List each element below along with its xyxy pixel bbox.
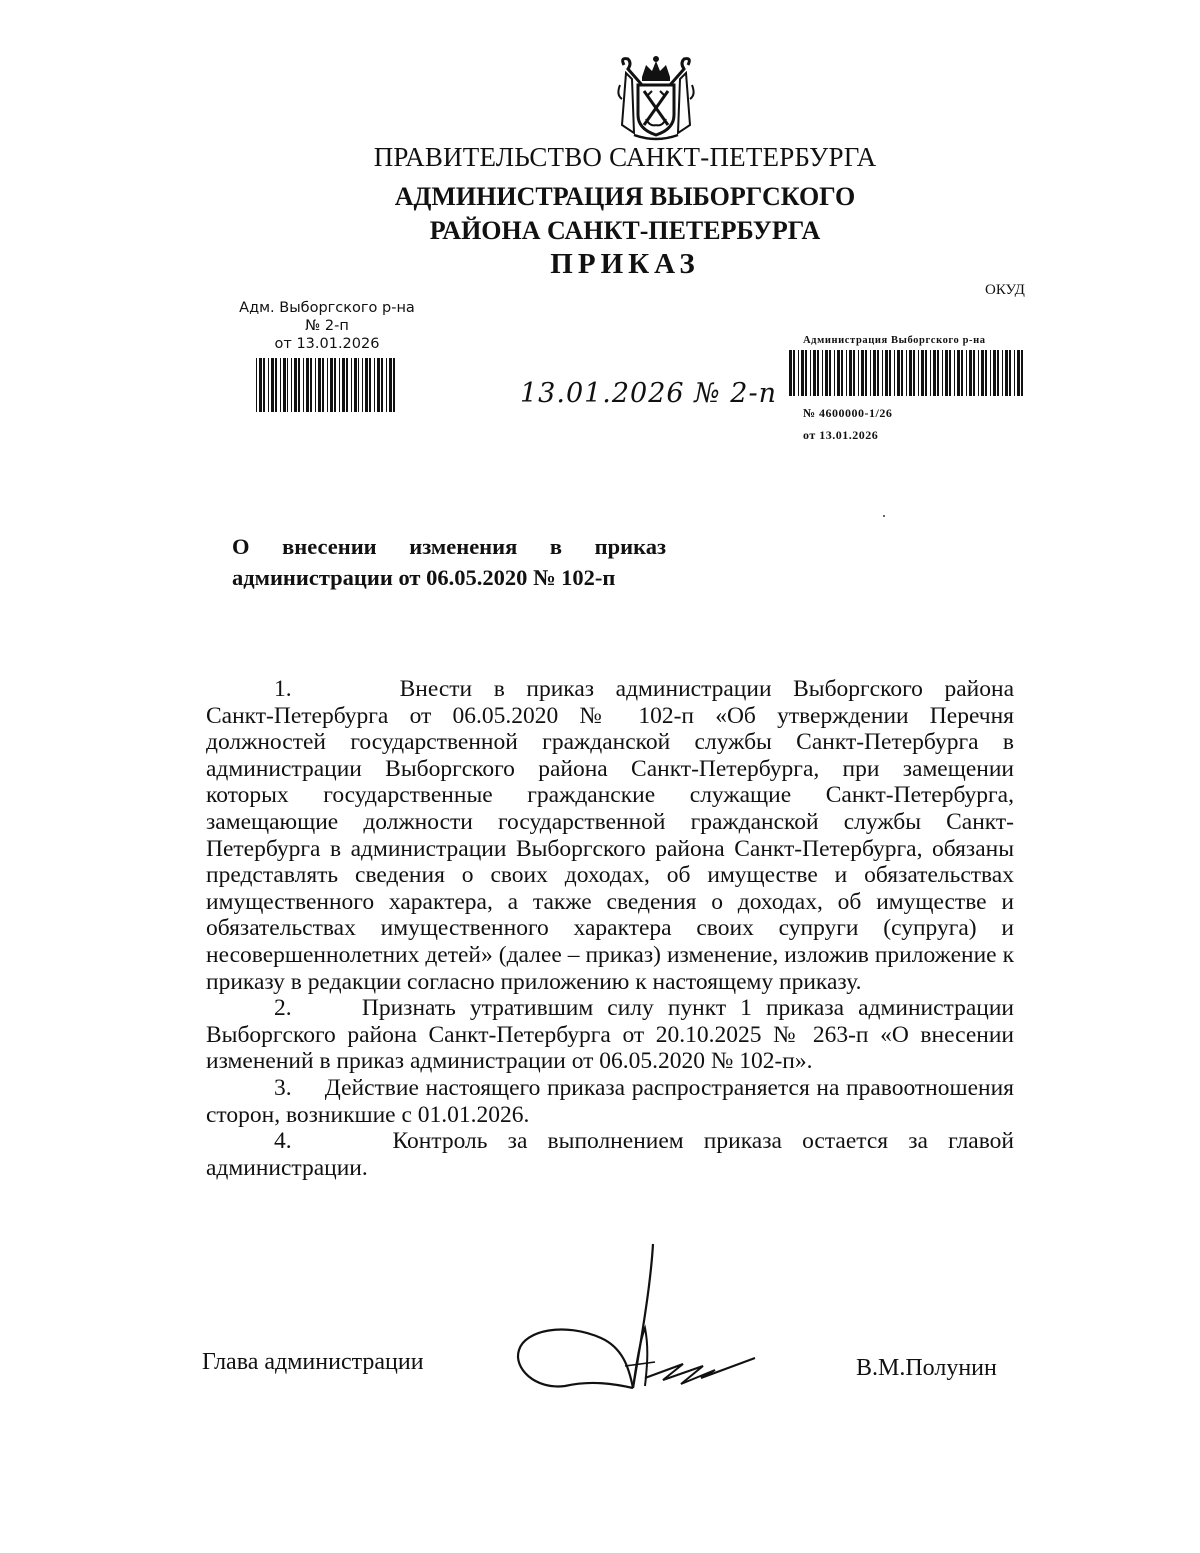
- barcode-bar: [930, 350, 931, 396]
- administration-heading-line2: РАЙОНА САНКТ-ПЕТЕРБУРГА: [429, 216, 821, 245]
- barcode-bar: [921, 350, 924, 396]
- barcode-bar: [801, 350, 804, 396]
- barcode-right: [789, 350, 1027, 396]
- barcode-bar: [870, 350, 871, 396]
- barcode-bar: [817, 350, 819, 396]
- barcode-bar: [386, 358, 387, 412]
- barcode-bar: [937, 350, 939, 396]
- barcode-left: [256, 358, 398, 412]
- stamp-right-organization: Администрация Выборгского р-на: [803, 335, 986, 346]
- barcode-bar: [342, 358, 345, 412]
- okud-label: ОКУД: [985, 282, 1025, 298]
- subject-line1: О внесении изменения в приказ: [232, 534, 666, 559]
- subject-line2: администрации от 06.05.2020 № 102-п: [232, 565, 616, 590]
- barcode-bar: [877, 350, 879, 396]
- paragraph-4: 4. Контроль за выполнением приказа остается за главой администрации.: [206, 1128, 1014, 1181]
- administration-heading-line1: АДМИНИСТРАЦИЯ ВЫБОРГСКОГО: [394, 182, 856, 211]
- barcode-bar: [362, 358, 363, 412]
- barcode-bar: [358, 358, 360, 412]
- barcode-bar: [365, 358, 368, 412]
- barcode-bar: [894, 350, 895, 396]
- barcode-bar: [263, 358, 265, 412]
- barcode-bar: [287, 358, 289, 412]
- barcode-bar: [339, 358, 340, 412]
- barcode-bar: [1017, 350, 1020, 396]
- scan-speck: [883, 515, 885, 517]
- barcode-bar: [978, 350, 979, 396]
- barcode-bar: [805, 350, 807, 396]
- barcode-bar: [330, 358, 333, 412]
- barcode-bar: [354, 358, 357, 412]
- barcode-bar: [897, 350, 900, 396]
- barcode-bar: [913, 350, 915, 396]
- barcode-bar: [813, 350, 816, 396]
- barcode-bar: [275, 358, 277, 412]
- stamp-left-date: от 13.01.2026: [274, 336, 380, 352]
- barcode-bar: [259, 358, 262, 412]
- barcode-bar: [1021, 350, 1023, 396]
- barcode-bar: [861, 350, 864, 396]
- barcode-bar: [268, 358, 269, 412]
- barcode-bar: [393, 358, 395, 412]
- barcode-bar: [1002, 350, 1003, 396]
- barcode-bar: [389, 358, 392, 412]
- paragraph-3: 3. Действие настоящего приказа распространяется на правоотношения сторон, возникшие с 01.01.2026.: [206, 1074, 1014, 1128]
- barcode-bar: [318, 358, 321, 412]
- barcode-bar: [1014, 350, 1015, 396]
- barcode-bar: [901, 350, 903, 396]
- barcode-bar: [280, 358, 281, 412]
- barcode-bar: [346, 358, 348, 412]
- signature-image: [505, 1238, 765, 1398]
- barcode-bar: [294, 358, 297, 412]
- barcode-bar: [954, 350, 955, 396]
- barcode-bar: [961, 350, 963, 396]
- barcode-bar: [997, 350, 999, 396]
- document-type-title: ПРИКАЗ: [550, 248, 700, 280]
- barcode-bar: [949, 350, 951, 396]
- stamp-left-number: № 2-п: [305, 318, 349, 334]
- barcode-bar: [853, 350, 855, 396]
- barcode-bar: [873, 350, 876, 396]
- barcode-bar: [789, 350, 792, 396]
- barcode-bar: [306, 358, 309, 412]
- barcode-bar: [909, 350, 912, 396]
- barcode-bar: [973, 350, 975, 396]
- barcode-bar: [906, 350, 907, 396]
- barcode-bar: [315, 358, 316, 412]
- barcode-bar: [825, 350, 828, 396]
- barcode-bar: [981, 350, 984, 396]
- paragraph-1: Санкт-Петербурга от 06.05.2020 № 102-п «Об утверждении Перечня должностей государственной гражданской службы Санкт-Петербурга в администрации Выборгского района Санкт-Петербурга, при замещении которых государственные гражданские служащие Санкт-Петербурга, замещающие должности государственной гражданской службы Санкт-Петербурга в администрации Выборгского района Санкт-Петербурга, обязаны представлять сведения о своих доходах, об имуществе и обязательствах имущественного характера, а также сведения о доходах, об имуществе и обязательствах имущественного характера своих супруги (супруга) и несовершеннолетних детей» (далее – приказ) изменение, изложив приложение к приказу в редакции согласно приложению к настоящему приказу.: [206, 702, 1014, 995]
- barcode-bar: [882, 350, 883, 396]
- barcode-bar: [1005, 350, 1008, 396]
- barcode-bar: [369, 358, 371, 412]
- barcode-bar: [834, 350, 835, 396]
- barcode-bar: [798, 350, 799, 396]
- barcode-bar: [933, 350, 936, 396]
- barcode-bar: [298, 358, 300, 412]
- document-body: [206, 676, 1014, 1181]
- barcode-bar: [889, 350, 891, 396]
- signatory-title: Глава администрации: [202, 1349, 424, 1375]
- barcode-bar: [918, 350, 919, 396]
- barcode-bar: [303, 358, 304, 412]
- stamp-left-organization: Адм. Выборгского р-на: [239, 300, 415, 316]
- barcode-bar: [885, 350, 888, 396]
- barcode-bar: [841, 350, 843, 396]
- barcode-bar: [810, 350, 811, 396]
- barcode-bar: [327, 358, 328, 412]
- barcode-bar: [865, 350, 867, 396]
- barcode-bar: [858, 350, 859, 396]
- barcode-bar: [310, 358, 312, 412]
- barcode-bar: [334, 358, 336, 412]
- barcode-bar: [377, 358, 380, 412]
- barcode-bar: [993, 350, 996, 396]
- spb-coat-of-arms-icon: [612, 55, 700, 143]
- barcode-bar: [990, 350, 991, 396]
- barcode-bar: [322, 358, 324, 412]
- barcode-bar: [957, 350, 960, 396]
- stamp-right-date: от 13.01.2026: [803, 428, 879, 442]
- barcode-bar: [381, 358, 383, 412]
- barcode-bar: [966, 350, 967, 396]
- barcode-bar: [822, 350, 823, 396]
- barcode-bar: [849, 350, 852, 396]
- barcode-bar: [271, 358, 274, 412]
- registration-stamp-left: [222, 299, 432, 353]
- stamp-right-number: № 4600000-1/26: [803, 406, 893, 420]
- barcode-bar: [291, 358, 292, 412]
- signatory-name: В.М.Полунин: [856, 1355, 997, 1381]
- barcode-bar: [793, 350, 795, 396]
- barcode-bar: [925, 350, 927, 396]
- barcode-bar: [846, 350, 847, 396]
- barcode-bar: [942, 350, 943, 396]
- barcode-bar: [256, 358, 257, 412]
- handwritten-registration-number: 13.01.2026 № 2-п: [520, 378, 777, 409]
- document-subject: [232, 531, 666, 593]
- paragraph-2: 2. Признать утратившим силу пункт 1 приказа администрации Выборгского района Санкт-Петербурга от 20.10.2025 № 263-п «О внесении изменений в приказ администрации от 06.05.2020 № 102-п».: [206, 995, 1014, 1075]
- administration-heading: [0, 180, 1200, 248]
- barcode-bar: [351, 358, 352, 412]
- barcode-bar: [969, 350, 972, 396]
- paragraph-1-lead: 1. Внести в приказ администрации Выборгского района: [274, 676, 1014, 702]
- government-heading: ПРАВИТЕЛЬСТВО САНКТ-ПЕТЕРБУРГА: [373, 142, 877, 172]
- barcode-bar: [837, 350, 840, 396]
- barcode-bar: [829, 350, 831, 396]
- barcode-bar: [1009, 350, 1011, 396]
- barcode-bar: [985, 350, 987, 396]
- barcode-bar: [283, 358, 286, 412]
- barcode-bar: [945, 350, 948, 396]
- barcode-bar: [374, 358, 375, 412]
